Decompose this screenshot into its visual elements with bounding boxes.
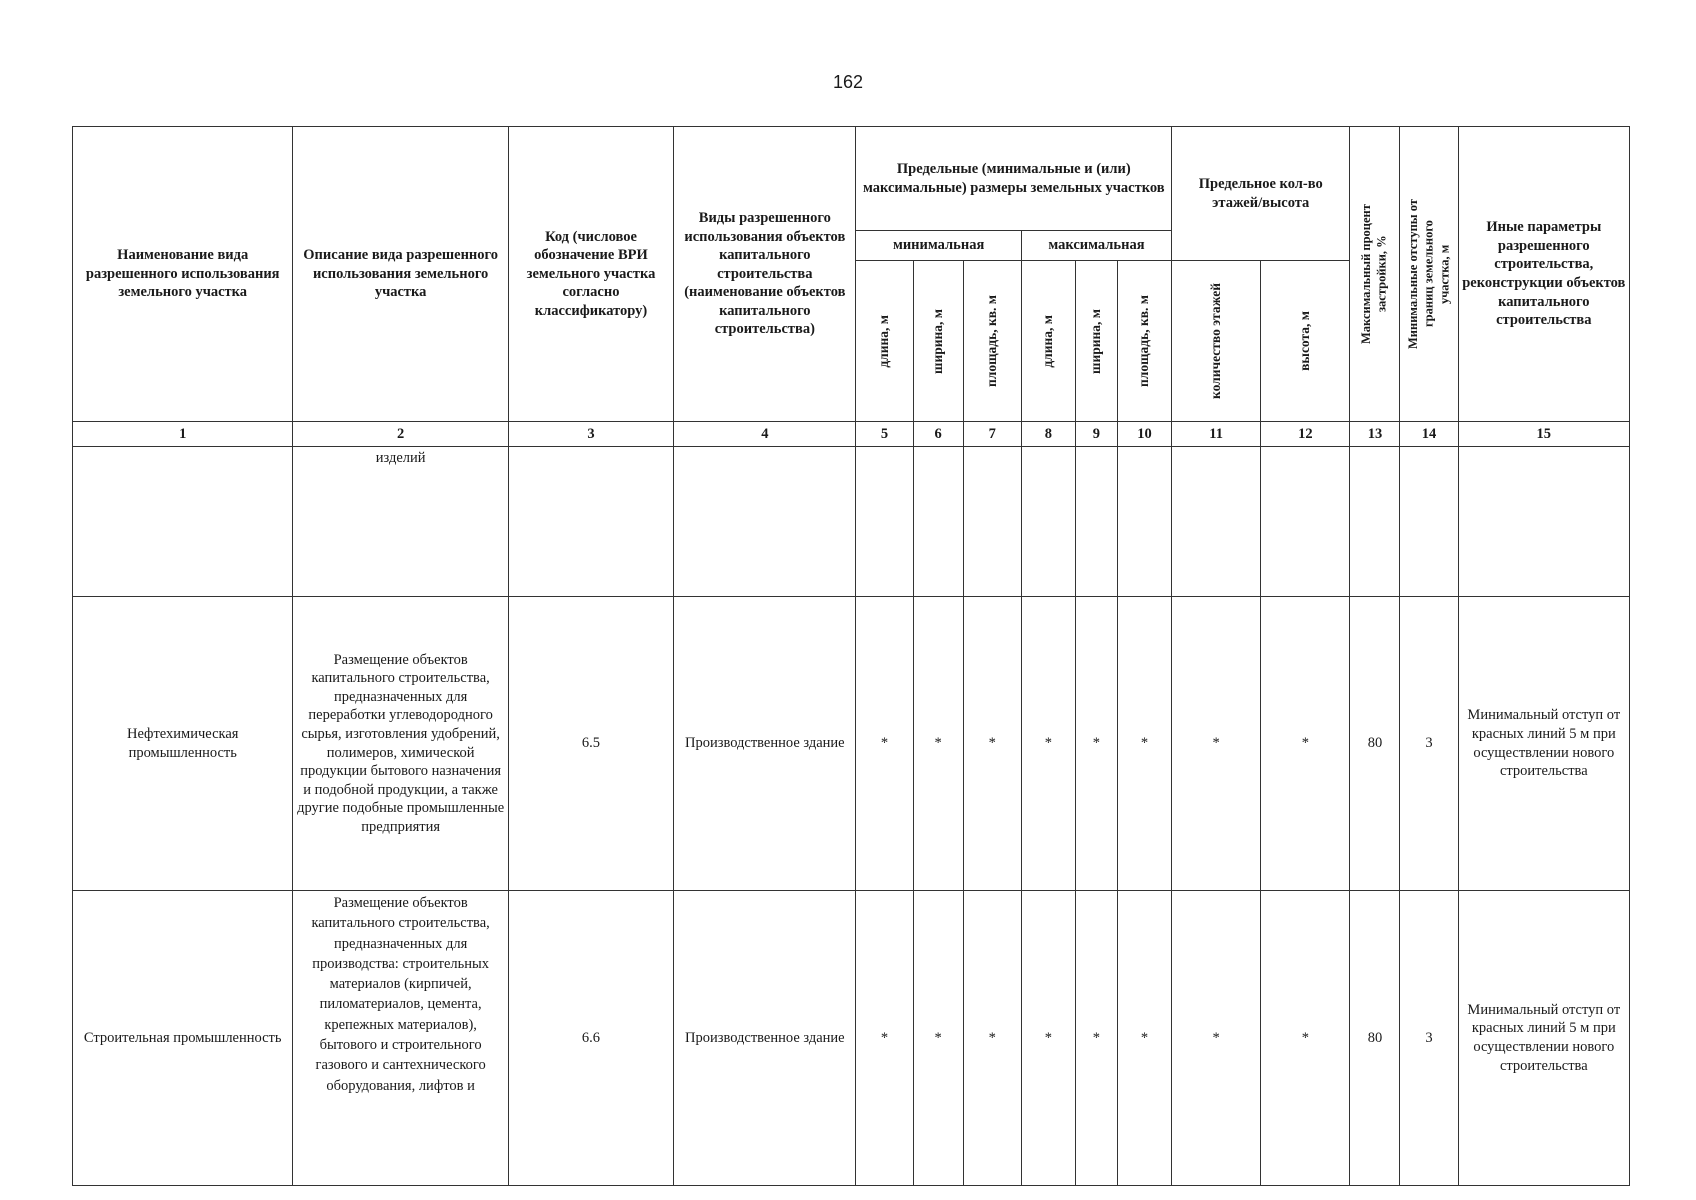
header-object-types: Виды разрешенного использования объектов капитального строительства (наименование объектов капитального строительства) [674, 127, 856, 422]
header-height-cell [1261, 261, 1350, 422]
row-min-area [963, 447, 1021, 597]
column-number: 4 [674, 422, 856, 447]
column-number: 2 [293, 422, 508, 447]
row-max-area: * [1117, 597, 1171, 891]
row-max-percent [1350, 447, 1400, 597]
row-max-width [1075, 447, 1117, 597]
row-use-name: Строительная промышленность [73, 891, 293, 1186]
row-setback [1400, 447, 1458, 597]
header-max-length: длина, м [1039, 314, 1055, 368]
page-number: 162 [832, 72, 864, 92]
row-use-name: Нефтехимическая промышленность [73, 597, 293, 891]
row-min-length: * [856, 597, 913, 891]
header-code: Код (числовое обозначение ВРИ земельного участка согласно классификатору) [508, 127, 673, 422]
row-floors: * [1172, 891, 1261, 1186]
header-minimum: минимальная [856, 231, 1021, 261]
row-setback: 3 [1400, 597, 1458, 891]
row-use-description: Размещение объектов капитального строительства, предназначенных для переработки углеводородного сырья, изготовления удобрений, полимеров, химической продукции бытового назначения и подобной продукции, а также другие подобные промышленные предприятия [293, 597, 508, 891]
column-number-row [73, 422, 1630, 447]
row-min-length [856, 447, 913, 597]
header-max-percent: Максимальный процент застройки, % [1359, 204, 1389, 344]
row-use-description-cell [293, 891, 508, 1186]
row-min-area: * [963, 891, 1021, 1186]
row-use-name [73, 447, 293, 597]
header-min-length: длина, м [876, 314, 892, 368]
row-other-params [1458, 447, 1629, 597]
row-max-width: * [1075, 891, 1117, 1186]
header-min-area: площадь, кв. м [983, 295, 999, 387]
row-other-params: Минимальный отступ от красных линий 5 м при осуществлении нового строительства [1458, 597, 1629, 891]
column-number: 6 [913, 422, 963, 447]
header-floors-height: Предельное кол-во этажей/высота [1172, 127, 1350, 261]
header-min-length-cell [856, 261, 913, 422]
row-min-width [913, 447, 963, 597]
column-number: 8 [1021, 422, 1075, 447]
row-use-description: Размещение объектов капитального строительства, предназначенных для производства: строительных материалов (кирпичей, пиломатериалов, цемента, крепежных материалов), бытового и строительного газового и сантехнического оборудования, лифтов и [311, 895, 490, 1094]
row-setback: 3 [1400, 891, 1458, 1186]
column-number: 12 [1261, 422, 1350, 447]
row-height [1261, 447, 1350, 597]
header-height: высота, м [1296, 311, 1312, 371]
header-use-description: Описание вида разрешенного использования земельного участка [293, 127, 508, 422]
header-max-percent-cell [1350, 127, 1400, 422]
header-floors-count: количество этажей [1207, 282, 1223, 399]
header-min-area-cell [963, 261, 1021, 422]
row-code: 6.5 [508, 597, 673, 891]
row-max-percent: 80 [1350, 891, 1400, 1186]
column-number: 15 [1458, 422, 1629, 447]
row-min-width: * [913, 597, 963, 891]
header-max-area: площадь, кв. м [1136, 295, 1152, 387]
row-min-length: * [856, 891, 913, 1186]
row-min-width: * [913, 891, 963, 1186]
table-row [73, 447, 1630, 597]
row-max-percent: 80 [1350, 597, 1400, 891]
column-number: 3 [508, 422, 673, 447]
row-floors [1172, 447, 1261, 597]
column-number: 14 [1400, 422, 1458, 447]
header-plot-sizes: Предельные (минимальные и (или) максимальные) размеры земельных участков [856, 127, 1172, 231]
header-maximum: максимальная [1021, 231, 1171, 261]
column-number: 11 [1172, 422, 1261, 447]
column-number: 1 [73, 422, 293, 447]
header-min-width-cell [913, 261, 963, 422]
row-other-params: Минимальный отступ от красных линий 5 м при осуществлении нового строительства [1458, 891, 1629, 1186]
row-floors: * [1172, 597, 1261, 891]
row-min-area: * [963, 597, 1021, 891]
column-number: 10 [1117, 422, 1171, 447]
header-min-width: ширина, м [929, 308, 945, 374]
column-number: 13 [1350, 422, 1400, 447]
row-object-type: Производственное здание [674, 891, 856, 1186]
row-max-length: * [1021, 597, 1075, 891]
row-max-area: * [1117, 891, 1171, 1186]
row-max-width: * [1075, 597, 1117, 891]
header-max-area-cell [1117, 261, 1171, 422]
row-code [508, 447, 673, 597]
row-max-length: * [1021, 891, 1075, 1186]
row-height: * [1261, 597, 1350, 891]
column-number: 7 [963, 422, 1021, 447]
header-use-name: Наименование вида разрешенного использования земельного участка [73, 127, 293, 422]
header-other-params: Иные параметры разрешенного строительства, реконструкции объектов капитального строительства [1458, 127, 1629, 422]
row-object-type: Производственное здание [674, 597, 856, 891]
row-use-description: изделий [293, 447, 508, 597]
row-max-length [1021, 447, 1075, 597]
row-height: * [1261, 891, 1350, 1186]
header-min-setback-cell [1400, 127, 1458, 422]
column-number: 5 [856, 422, 913, 447]
header-max-length-cell [1021, 261, 1075, 422]
table-row [73, 597, 1630, 891]
row-max-area [1117, 447, 1171, 597]
land-use-table [72, 126, 1630, 1186]
header-min-setback: Минимальные отступы от границ земельного участка, м [1405, 199, 1451, 349]
table-row [73, 891, 1630, 1186]
header-max-width: ширина, м [1087, 308, 1103, 374]
row-object-type [674, 447, 856, 597]
row-code: 6.6 [508, 891, 673, 1186]
header-max-width-cell [1075, 261, 1117, 422]
column-number: 9 [1075, 422, 1117, 447]
header-floors-count-cell [1172, 261, 1261, 422]
